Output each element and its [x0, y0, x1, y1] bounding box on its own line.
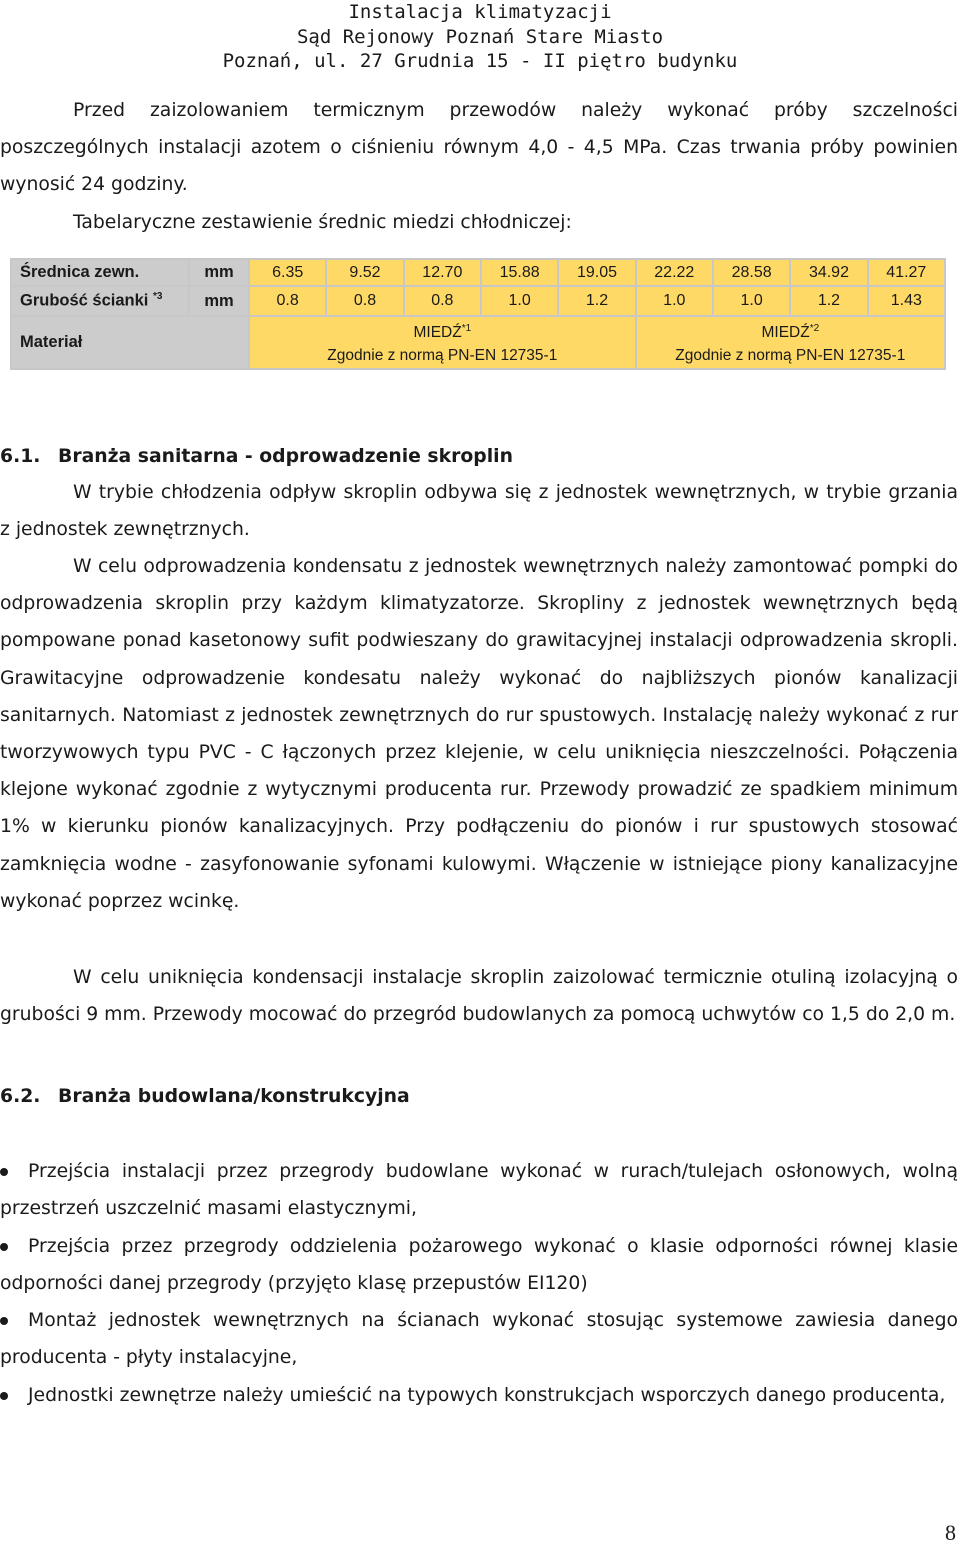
bullet-item [0, 1302, 958, 1376]
header-line-court: Sąd Rejonowy Poznań Stare Miasto [296, 25, 664, 48]
table-cell: 1.0 [481, 286, 558, 316]
material-group-cell [249, 316, 636, 369]
table-row-wall-thickness [11, 286, 945, 316]
bullet-text: Jednostki zewnętrze należy umieścić na typowych konstrukcjach wsporczych danego producenta, [28, 1385, 946, 1406]
footnote-mark: *1 [461, 323, 472, 335]
intro-paragraph-pressure-test: Przed zaizolowaniem termicznym przewodów należy wykonać próby szczelności poszczególnych instalacji azotem o ciśnieniu równym 4,0 - 4,5 MPa. Czas trwania próby powinien wynosić 24 godziny. [0, 100, 958, 196]
table-cell: 1.0 [713, 286, 790, 316]
bullet-item [0, 1377, 958, 1414]
bullet-dot-icon [0, 1168, 8, 1176]
section-heading-6-1 [0, 446, 513, 467]
header-line-title: Instalacja klimatyzacji [348, 1, 612, 23]
section-6-1-paragraph-2: W celu odprowadzenia kondensatu z jednostek wewnętrznych należy zamontować pompki do odprowadzenia skroplin przy każdym klimatyzatorze. Skropliny z jednostek wewnętrznych będą pompowane ponad kasetonowy sufit podwieszany do grawitacyjnej instalacji odprowadzenia skropli. Grawitacyjne odprowadzenie kondesatu należy wykonać do najbliższych pionów kanalizacji sanitarnych. Natomiast z jednostek zewnętrznych do rur spustowych. Instalację należy wykonać z rur tworzywowych typu PVC - C łączonych przez klejenie, w celu uniknięcia nieszczelności. Połączenia klejone wykonać zgodnie z wytycznymi producenta rur. Przewody prowadzić ze spadkiem minimum 1% w kierunku pionów kanalizacyjnych. Przy podłączeniu do pionów i rur spustowych stosować zamknięcia wodne - zasyfonowanie syfonami kulowymi. Włączenie w istniejące piony kanalizacyjne wykonać poprzez wcinkę. [0, 556, 958, 912]
table-cell: 1.0 [636, 286, 713, 316]
row-label-material: Materiał [11, 316, 249, 369]
table-cell: 12.70 [404, 259, 481, 286]
page-number: 8 [945, 1520, 956, 1545]
row-unit: mm [189, 259, 249, 286]
section-number: 6.2. [0, 1086, 41, 1107]
section-6-1-paragraph-3: W celu uniknięcia kondensacji instalacje skroplin zaizolować termicznie otuliną izolacyjną o grubości 9 mm. Przewody mocować do przegród budowlanych za pomocą uchwytów co 1,5 do 2,0 m. [0, 967, 958, 1026]
bullet-item [0, 1228, 958, 1302]
footnote-mark: *3 [152, 291, 163, 303]
row-label-text: Grubość ścianki [20, 291, 149, 310]
header-line-address: Poznań, ul. 27 Grudnia 15 - II piętro budynku [222, 50, 738, 72]
bullet-dot-icon [0, 1317, 8, 1325]
table-row-material [11, 316, 945, 369]
material-name: MIEDŹ$^{*2}$ [761, 323, 820, 342]
table-cell: 1.43 [868, 286, 945, 316]
table-cell: 41.27 [868, 259, 945, 286]
row-label-diameter: Średnica zewn. [11, 259, 189, 286]
table-cell: 1.2 [558, 286, 635, 316]
bullet-text: Przejścia instalacji przez przegrody budowlane wykonać w rurach/tulejach osłonowych, wolną przestrzeń uszczelnić masami elastycznymi, [0, 1161, 958, 1220]
bullet-text: Przejścia przez przegrody oddzielenia pożarowego wykonać o klasie odporności równej klasie odporności danej przegrody (przyjęto klasę przepustów EI120) [0, 1236, 958, 1295]
section-title: Branża sanitarna - odprowadzenie skroplin [58, 446, 513, 467]
table-cell: 9.52 [326, 259, 403, 286]
material-norm: Zgodnie z normą PN-EN 12735-1 [327, 346, 558, 364]
material-norm: Zgodnie z normą PN-EN 12735-1 [675, 346, 906, 364]
table-cell: 0.8 [249, 286, 326, 316]
table-cell: 0.8 [404, 286, 481, 316]
page-header [0, 0, 960, 74]
footnote-mark: *2 [809, 323, 820, 335]
material-group-cell [636, 316, 945, 369]
table-cell: 1.2 [790, 286, 867, 316]
material-name: MIEDŹ$^{*1}$ [413, 323, 472, 342]
bullet-item [0, 1153, 958, 1227]
section-6-1-paragraph-1: W trybie chłodzenia odpływ skroplin odbywa się z jednostek wewnętrznych, w trybie grzania z jednostek zewnętrznych. [0, 482, 958, 541]
bullet-dot-icon [0, 1243, 8, 1251]
bullet-dot-icon [0, 1392, 8, 1400]
table-cell: 28.58 [713, 259, 790, 286]
table-cell: 19.05 [558, 259, 635, 286]
section-title: Branża budowlana/konstrukcyjna [58, 1086, 410, 1107]
table-cell: 22.22 [636, 259, 713, 286]
row-label-wall-thickness [11, 286, 189, 316]
intro-paragraph-table-caption: Tabelaryczne zestawienie średnic miedzi chłodniczej: [73, 212, 572, 233]
section-number: 6.1. [0, 446, 41, 467]
section-heading-6-2 [0, 1086, 410, 1107]
pipe-table [10, 258, 946, 370]
table-cell: 0.8 [326, 286, 403, 316]
bullet-text: Montaż jednostek wewnętrznych na ścianach wykonać stosując systemowe zawiesia danego producenta - płyty instalacyjne, [0, 1310, 958, 1369]
row-unit: mm [189, 286, 249, 316]
table-cell: 6.35 [249, 259, 326, 286]
table-row-diameter [11, 259, 945, 286]
table-cell: 34.92 [790, 259, 867, 286]
table-cell: 15.88 [481, 259, 558, 286]
copper-pipe-table [10, 258, 946, 370]
